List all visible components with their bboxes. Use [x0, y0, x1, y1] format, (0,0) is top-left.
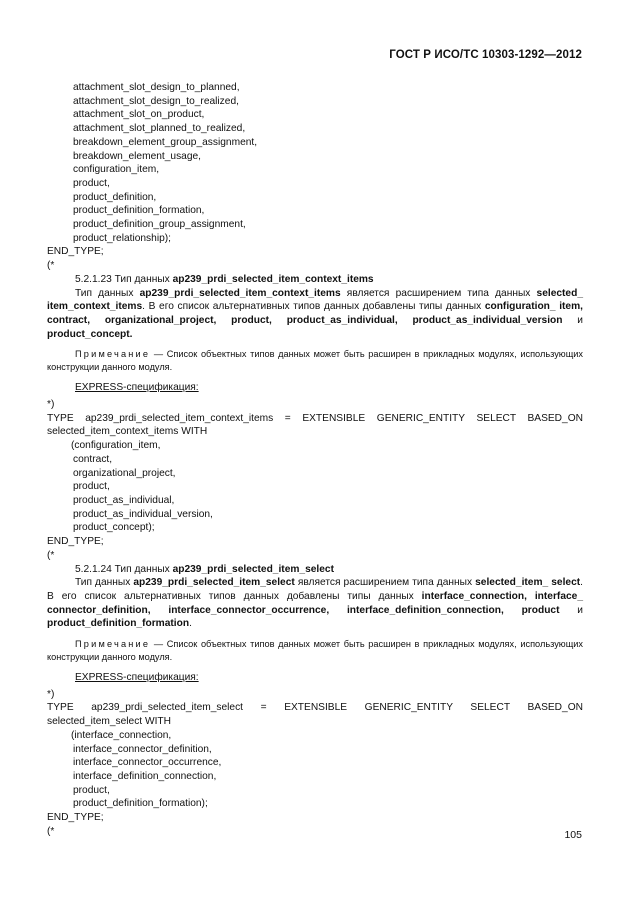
list-item: product, [73, 481, 110, 493]
comment-close: *) [47, 399, 55, 411]
express-label: EXPRESS-спецификация: [75, 672, 199, 684]
list-item: attachment_slot_design_to_realized, [73, 95, 239, 107]
page-number: 105 [564, 829, 582, 841]
express-label: EXPRESS-спецификация: [75, 382, 199, 394]
list-item: product, [73, 784, 110, 796]
list-item: organizational_project, [73, 467, 176, 479]
comment-close: *) [47, 688, 55, 700]
list-item: product_as_individual_version, [73, 508, 213, 520]
list-item: product_definition, [73, 191, 157, 203]
type-declaration-cont: selected_item_context_items WITH [47, 426, 208, 438]
page-content [47, 81, 583, 838]
list-item: product_concept); [73, 522, 155, 534]
list-item: attachment_slot_planned_to_realized, [73, 123, 246, 135]
list-item: product_definition_formation); [73, 798, 208, 810]
end-type: END_TYPE; [47, 536, 104, 548]
section-heading: 5.2.1.24 Тип данных ap239_prdi_selected_item_select [75, 563, 334, 575]
type-declaration: TYPE ap239_prdi_selected_item_context_items = EXTENSIBLE GENERIC_ENTITY SELECT BASED_ON [47, 412, 583, 424]
comment-open: (* [47, 549, 55, 561]
list-item: interface_connector_definition, [73, 743, 212, 755]
select-list-continued [47, 81, 583, 245]
note: Примечание — Список объектных типов данных может быть расширен в прикладных модулях, использующих конструкции данного модуля. [47, 639, 583, 663]
comment-open: (* [47, 260, 55, 272]
list-item: interface_definition_connection, [73, 770, 217, 782]
section-paragraph: Тип данных ap239_prdi_selected_item_select является расширением типа данных selected_item_ select. В его список альтернативных типов данных добавлены типы данных interface_connection, interface_ connector_definition, interface_connector_occurrence, interface_definition_connection, product и product_definition_formation. [47, 577, 583, 630]
list-item: breakdown_element_usage, [73, 150, 202, 162]
list-item: (interface_connection, [71, 729, 172, 741]
end-type: END_TYPE; [47, 246, 104, 258]
list-item: product_definition_group_assignment, [73, 219, 246, 231]
type-declaration-cont: selected_item_select WITH [47, 716, 171, 728]
list-item: attachment_slot_on_product, [73, 109, 205, 121]
list-item: product, [73, 177, 110, 189]
section-paragraph: Тип данных ap239_prdi_selected_item_context_items является расширением типа данных selected_ item_context_items. В его список альтернативных типов данных добавлены типы данных configuration_ item, contract, organizational_project, product, product_as_individual, product_as_individual_version и product_concept. [47, 287, 583, 340]
note: Примечание — Список объектных типов данных может быть расширен в прикладных модулях, использующих конструкции данного модуля. [47, 349, 583, 373]
comment-open: (* [47, 825, 55, 837]
list-item: configuration_item, [73, 164, 160, 176]
list-item: contract, [73, 453, 113, 465]
section-heading: 5.2.1.23 Тип данных ap239_prdi_selected_item_context_items [75, 273, 374, 285]
document-header: ГОСТ Р ИСО/ТС 10303-1292—2012 [389, 49, 582, 61]
end-type: END_TYPE; [47, 812, 104, 824]
list-item: breakdown_element_group_assignment, [73, 136, 258, 148]
list-item: attachment_slot_design_to_planned, [73, 82, 240, 93]
list-item: product_relationship); [73, 232, 171, 244]
list-item: product_definition_formation, [73, 205, 205, 217]
list-item: interface_connector_occurrence, [73, 757, 222, 769]
list-item: (configuration_item, [71, 440, 161, 452]
type-declaration: TYPE ap239_prdi_selected_item_select = EXTENSIBLE GENERIC_ENTITY SELECT BASED_ON [47, 702, 583, 714]
list-item: product_as_individual, [73, 494, 175, 506]
